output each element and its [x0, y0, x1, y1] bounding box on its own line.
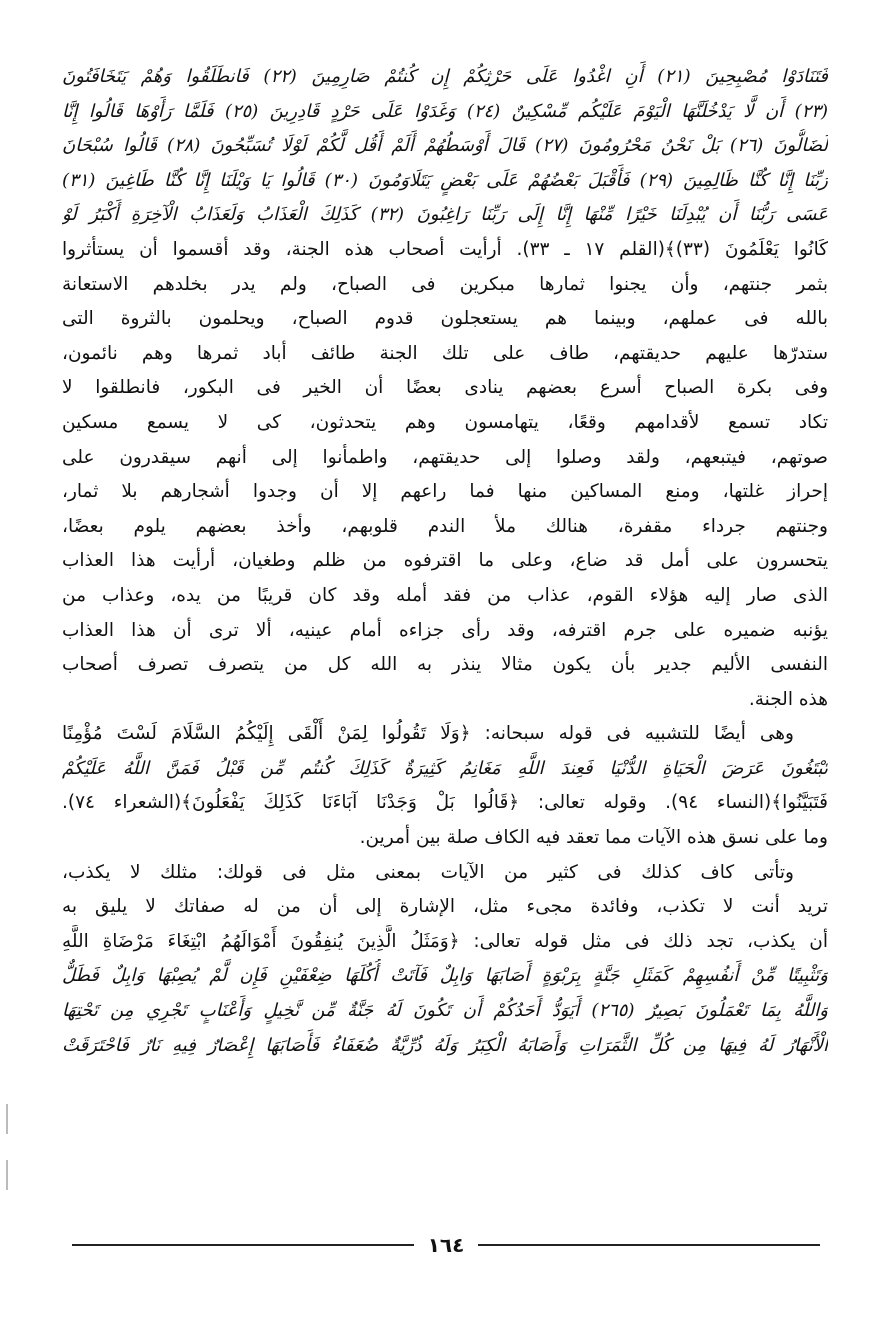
text-line: إحراز غلتها، ومنع المساكين منها فما راعهم إلا أن وجدوا أشجارهم بلا ثمار، [62, 481, 828, 503]
page-number: ١٦٤ [427, 1233, 465, 1257]
text-line: تَبْتَغُونَ عَرَضَ الْحَيَاةِ الدُّنْيَا فَعِندَ اللَّهِ مَغَانِمُ كَثِيرَةٌ كَذَلِكَ كُنتُم مِّن قَبْلُ فَمَنَّ اللَّهُ عَلَيْكُمْ [62, 757, 828, 779]
text-line: صوتهم، فيتبعهم، ولقد وصلوا إلى حديقتهم، واطمأنوا إلى أنهم سيقدرون على [62, 446, 828, 468]
text-line: بثمر جنتهم، وأن يجنوا ثمارها مبكرين فى الصباح، ولم يدر بخلدهم الاستعانة [62, 273, 828, 295]
page-footer [72, 1230, 820, 1260]
scan-edge-mark [6, 1104, 8, 1134]
text-line: رَبِّنَا إِنَّا كُنَّا ظَالِمِينَ (٢٩) فَأَقْبَلَ بَعْضُهُمْ عَلَى بَعْضٍ يَتَلَاوَمُونَ (٣٠) قَالُوا يَا وَيْلَنَا إِنَّا كُنَّا طَاغِينَ (٣١) [62, 169, 828, 191]
text-line: يؤنبه ضميره على جرم اقترفه، وقد رأى جزاءه أمام عينيه، ألا ترى أن هذا العذاب [62, 619, 828, 641]
text-line: تكاد تسمع لأقدامهم وقعًا، يتهامسون وهم يتحدثون، كى لا يسمع مسكين [62, 411, 828, 433]
text-line: فَتَنَادَوْا مُصْبِحِينَ (٢١) أَنِ اغْدُوا عَلَى حَرْثِكُمْ إِن كُنتُمْ صَارِمِينَ (٢٢) فَانطَلَقُوا وَهُمْ يَتَخَافَتُونَ [62, 66, 828, 87]
text-line: وتأتى كاف كذلك فى كثير من الآيات بمعنى مثل فى قولك: مثلك لا يكذب، [62, 861, 794, 883]
text-line: فَتَبَيَّنُوا﴾(النساء ٩٤). وقوله تعالى: ﴿قَالُوا بَلْ وَجَدْنَا آبَاءَنَا كَذَلِكَ يَفْعَلُونَ﴾(الشعراء ٧٤). [62, 792, 828, 814]
text-line: كَانُوا يَعْلَمُونَ (٣٣)﴾(القلم ١٧ ـ ٣٣). أرأيت أصحاب هذه الجنة، وقد أقسموا أن يستأثروا [62, 238, 828, 260]
text-line: وَاللَّهُ بِمَا تَعْمَلُونَ بَصِيرٌ (٢٦٥) أَيَوَدُّ أَحَدُكُمْ أَن تَكُونَ لَهُ جَنَّةٌ مِّن نَّخِيلٍ وَأَعْنَابٍ تَجْرِي مِن تَحْتِهَا [62, 1000, 828, 1022]
text-line: الْأَنْهَارُ لَهُ فِيهَا مِن كُلِّ الثَّمَرَاتِ وَأَصَابَهُ الْكِبَرُ وَلَهُ ذُرِّيَّةٌ ضُعَفَاءُ فَأَصَابَهَا إِعْصَارٌ فِيهِ نَارٌ فَاحْتَرَقَتْ [62, 1034, 828, 1056]
text-line: تريد أنت لا تكذب، وفائدة مجىء مثل، الإشارة إلى أن من له صفاتك لا يليق به [62, 896, 828, 918]
text-line: النفسى الأليم جدير بأن يكون مثالا ينذر به الله كل من يتصرف تصرف أصحاب [62, 654, 828, 676]
page-body [62, 60, 828, 1063]
footer-rule-left [72, 1244, 414, 1246]
text-line: وجنتهم جرداء مقفرة، هنالك ملأ الندم قلوبهم، وأخذ بعضهم يلوم بعضًا، [62, 515, 828, 537]
paragraph-garden-owners [62, 233, 828, 717]
text-line: وما على نسق هذه الآيات مما تعقد فيه الكاف صلة بين أمرين. [359, 827, 828, 849]
text-line: وَتَثْبِيتًا مِّنْ أَنفُسِهِمْ كَمَثَلِ جَنَّةٍ بِرَبْوَةٍ أَصَابَهَا وَابِلٌ فَآتَتْ أُكُلَهَا ضِعْفَيْنِ فَإِن لَّمْ يُصِبْهَا وَابِلٌ فَطَلٌّ [62, 965, 828, 987]
text-line: الذى صار إليه هؤلاء القوم، عذاب من فقد أمله وقد كان قريبًا من يده، وعذاب من [62, 584, 828, 606]
text-line: بالله فى عملهم، وبينما هم يستعجلون قدوم الصباح، ويحلمون بالثروة التى [62, 308, 828, 330]
paragraph-kaf-mithl [62, 856, 828, 1064]
text-line: وهى أيضًا للتشبيه فى قوله سبحانه: ﴿وَلَا تَقُولُوا لِمَنْ أَلْقَى إِلَيْكُمُ السَّلَامَ لَسْتَ مُؤْمِنًا [62, 723, 794, 745]
text-line: يتحسرون على أمل قد ضاع، وعلى ما اقترفوه من ظلم وطغيان، أرأيت هذا العذاب [62, 550, 828, 572]
text-line: أن يكذب، تجد ذلك فى مثل قوله تعالى: ﴿وَمَثَلُ الَّذِينَ يُنفِقُونَ أَمْوَالَهُمُ ابْتِغَاءَ مَرْضَاةِ اللَّهِ [62, 930, 828, 952]
text-line: (٢٣) أَن لَّا يَدْخُلَنَّهَا الْيَوْمَ عَلَيْكُم مِّسْكِينٌ (٢٤) وَغَدَوْا عَلَى حَرْدٍ قَادِرِينَ (٢٥) فَلَمَّا رَأَوْهَا قَالُوا إِنَّا [62, 100, 828, 122]
text-line: هذه الجنة. [748, 688, 828, 710]
footer-rule-right [478, 1244, 820, 1246]
text-line: وفى بكرة الصباح أسرع بعضهم ينادى بعضًا أن الخير فى البكور، فانطلقوا لا [62, 377, 828, 399]
text-line: عَسَى رَبُّنَا أَن يُبْدِلَنَا خَيْرًا مِّنْهَا إِنَّا إِلَى رَبِّنَا رَاغِبُونَ (٣٢) كَذَلِكَ الْعَذَابُ وَلَعَذَابُ الْآخِرَةِ أَكْبَرُ لَوْ [62, 204, 828, 226]
quran-passage-qalam [62, 60, 828, 233]
paragraph-tashbih [62, 717, 828, 855]
scan-edge-mark [6, 1160, 8, 1190]
text-line: لَضَالُّونَ (٢٦) بَلْ نَحْنُ مَحْرُومُونَ (٢٧) قَالَ أَوْسَطُهُمْ أَلَمْ أَقُل لَّكُمْ لَوْلَا تُسَبِّحُونَ (٢٨) قَالُوا سُبْحَانَ [62, 135, 828, 157]
text-line: ستدرّها عليهم حديقتهم، طاف على تلك الجنة طائف أباد ثمرها وهم نائمون، [62, 342, 828, 364]
